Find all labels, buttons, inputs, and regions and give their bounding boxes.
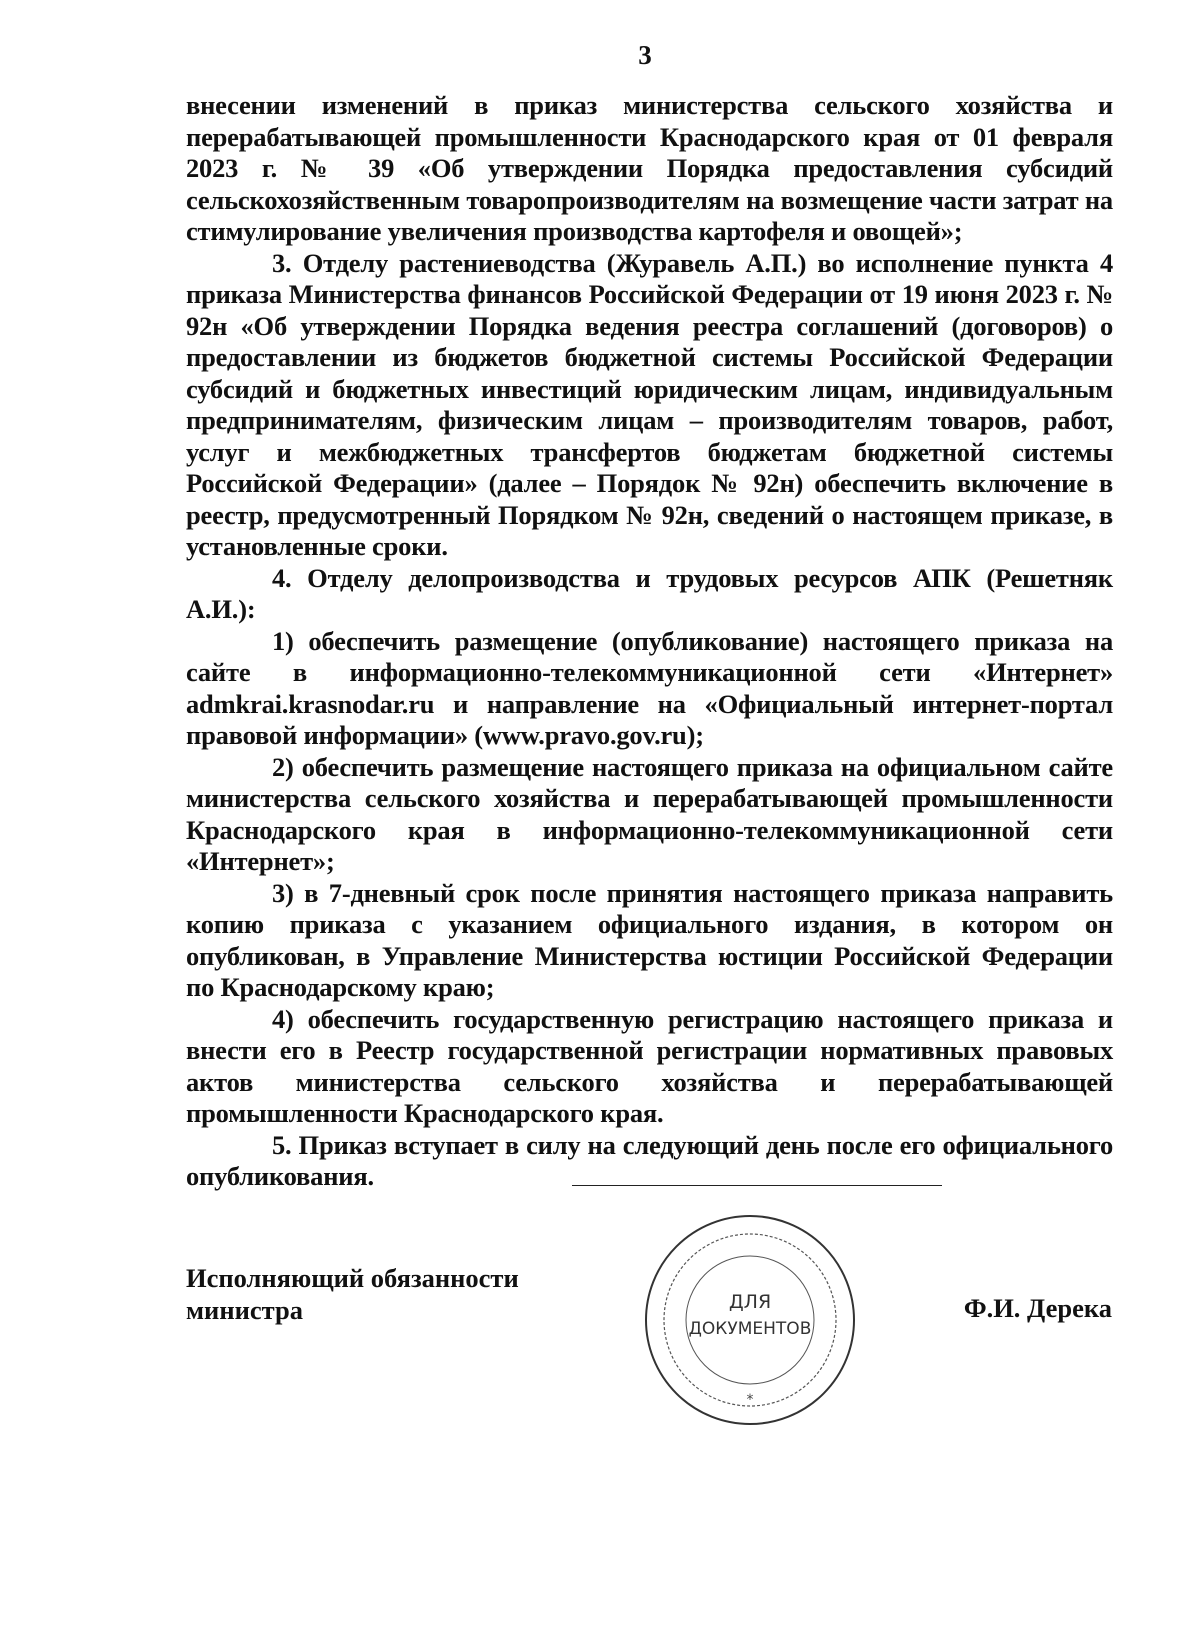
official-stamp	[640, 1210, 860, 1430]
stamp-text-line1: ДЛЯ	[728, 1291, 772, 1313]
signatory-position-line1: Исполняющий обязанности	[186, 1263, 519, 1293]
svg-text:*: *	[746, 1392, 754, 1408]
document-body	[186, 90, 1113, 1193]
signatory-position-line2: министра	[186, 1295, 303, 1325]
paragraph-item-4-2: 2) обеспечить размещение настоящего приказа на официальном сайте министерства сельского хозяйства и перерабатывающей промышленности Краснодарского края в информационно-телекоммуникационной сети «Интернет»;	[186, 751, 1113, 876]
paragraph-continuation: внесении изменений в приказ министерства сельского хозяйства и перерабатывающей промышленности Краснодарского края от 01 февраля 2023 г. № 39 «Об утверждении Порядка предоставления субсидий сельскохозяйственным товаропроизводителям на возмещение части затрат на стимулирование увеличения производства картофеля и овощей»;	[186, 90, 1113, 246]
page-number: 3	[638, 40, 652, 70]
paragraph-item-3: 3. Отделу растениеводства (Журавель А.П.) во исполнение пункта 4 приказа Министерства финансов Российской Федерации от 19 июня 2023 г. № 92н «Об утверждении Порядка ведения реестра соглашений (договоров) о предоставлении из бюджетов бюджетной системы Российской Федерации субсидий и бюджетных инвестиций юридическим лицам, индивидуальным предпринимателям, физическим лицам – производителям товаров, работ, услуг и межбюджетных трансфертов бюджетам бюджетной системы Российской Федерации» (далее – Порядок № 92н) обеспечить включение в реестр, предусмотренный Порядком № 92н, сведений о настоящем приказе, в установленные сроки.	[186, 247, 1113, 561]
paragraph-item-4-3: 3) в 7-дневный срок после принятия настоящего приказа направить копию приказа с указанием официального издания, в котором он опубликован, в Управление Министерства юстиции Российской Федерации по Краснодарскому краю;	[186, 877, 1113, 1002]
signatory-position	[186, 1262, 519, 1326]
paragraph-item-4: 4. Отделу делопроизводства и трудовых ресурсов АПК (Решетняк А.И.):	[186, 562, 1113, 624]
paragraph-item-5: 5. Приказ вступает в силу на следующий день после его официального опубликования.	[186, 1129, 1113, 1191]
signatory-name: Ф.И. Дерека	[963, 1293, 1112, 1323]
paragraph-item-4-4: 4) обеспечить государственную регистрацию настоящего приказа и внести его в Реестр государственной регистрации нормативных правовых актов министерства сельского хозяйства и перерабатывающей промышленности Краснодарского края.	[186, 1003, 1113, 1128]
end-separator-line	[572, 1185, 942, 1186]
stamp-text-line2: ДОКУМЕНТОВ	[688, 1319, 812, 1339]
paragraph-item-4-1: 1) обеспечить размещение (опубликование) настоящего приказа на сайте в информационно-телекоммуникационной сети «Интернет» admkrai.krasnodar.ru и направление на «Официальный интернет-портал правовой информации» (www.pravo.gov.ru);	[186, 625, 1113, 750]
